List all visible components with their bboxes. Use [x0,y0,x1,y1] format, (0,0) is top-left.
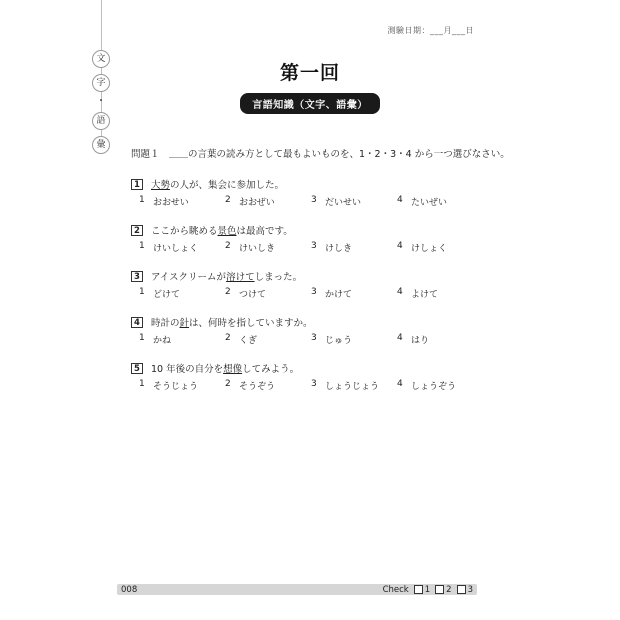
answer-option[interactable]: 1 けいしょく [139,241,199,254]
answer-option[interactable]: 4 けしょく [397,241,448,254]
check-box-label: 2 [446,584,452,595]
answer-option[interactable]: 2 そうぞう [225,379,276,392]
answer-option[interactable]: 4 はり [397,333,430,346]
question-item [131,361,491,392]
answer-option[interactable]: 2 けいしき [225,241,276,254]
question-item [131,177,491,208]
question-item [131,315,491,346]
side-tab-char: 字 [92,74,110,92]
check-box-2[interactable] [435,585,444,594]
question-text-post: してみよう。 [242,364,300,375]
question-underlined-word: 景色 [217,226,237,237]
question-number: 5 [131,363,143,374]
question-item [131,269,491,300]
check-label: Check [382,584,409,595]
question-text-pre: ここから眺める [151,226,218,237]
question-instruction: 問題１ ＿＿の言葉の読み方として最もよいものを、1・2・3・4 から一つ選びなさい。 [131,149,510,160]
answer-option[interactable]: 3 かけて [311,287,353,300]
question-text-post: の人が、集会に参加した。 [170,180,285,191]
question-underlined-word: 想像 [223,364,243,375]
question-text-post: は、何時を指していますか。 [189,318,313,329]
answer-option[interactable]: 2 くぎ [225,333,258,346]
answer-option[interactable]: 4 たいぜい [397,195,448,208]
answer-option[interactable]: 1 かね [139,333,172,346]
page-footer [117,584,477,595]
question-text-post: は最高です。 [236,226,293,237]
answer-option[interactable]: 2 つけて [225,287,267,300]
check-box-label: 3 [467,584,473,595]
answer-option[interactable]: 3 じゅう [311,333,353,346]
page-title: 第一回 [279,62,340,84]
answer-option[interactable]: 3 けしき [311,241,353,254]
question-text-pre: 時計の [151,318,180,329]
question-number: 4 [131,317,143,328]
check-box-label: 1 [424,584,431,595]
question-text-pre: アイスクリームが [151,272,227,283]
question-underlined-word: 溶けて [226,272,255,283]
question-underlined-word: 大勢 [151,180,171,191]
question-item [131,223,491,254]
answer-option[interactable]: 1 そうじょう [139,379,199,392]
answer-option[interactable]: 1 おおせい [139,195,189,208]
test-date-label: 測驗日期：___月___日 [387,26,474,35]
answer-option[interactable]: 3 だいせい [311,195,362,208]
check-box-1[interactable] [414,585,423,594]
question-text-pre: 10 年後の自分を [151,364,224,375]
side-tab-char: 文 [92,50,110,68]
answer-option[interactable]: 3 しょうじょう [311,379,380,392]
section-subtitle: 言語知識（文字、語彙） [240,93,380,114]
question-number: 2 [131,225,143,236]
answer-option[interactable]: 4 よけて [397,287,439,300]
answer-option[interactable]: 4 しょうぞう [397,379,457,392]
side-tab-separator: ・ [96,96,106,107]
question-number: 3 [131,271,143,282]
page-number: 008 [121,584,138,595]
question-text-post: しまった。 [254,272,303,283]
side-tab-char: 彙 [92,136,110,154]
check-box-3[interactable] [457,585,466,594]
side-tab-char: 語 [92,112,110,130]
answer-option[interactable]: 1 どけて [139,287,181,300]
question-number: 1 [131,179,143,190]
question-underlined-word: 針 [179,318,190,329]
check-boxes [383,585,473,595]
answer-option[interactable]: 2 おおぜい [225,195,275,208]
